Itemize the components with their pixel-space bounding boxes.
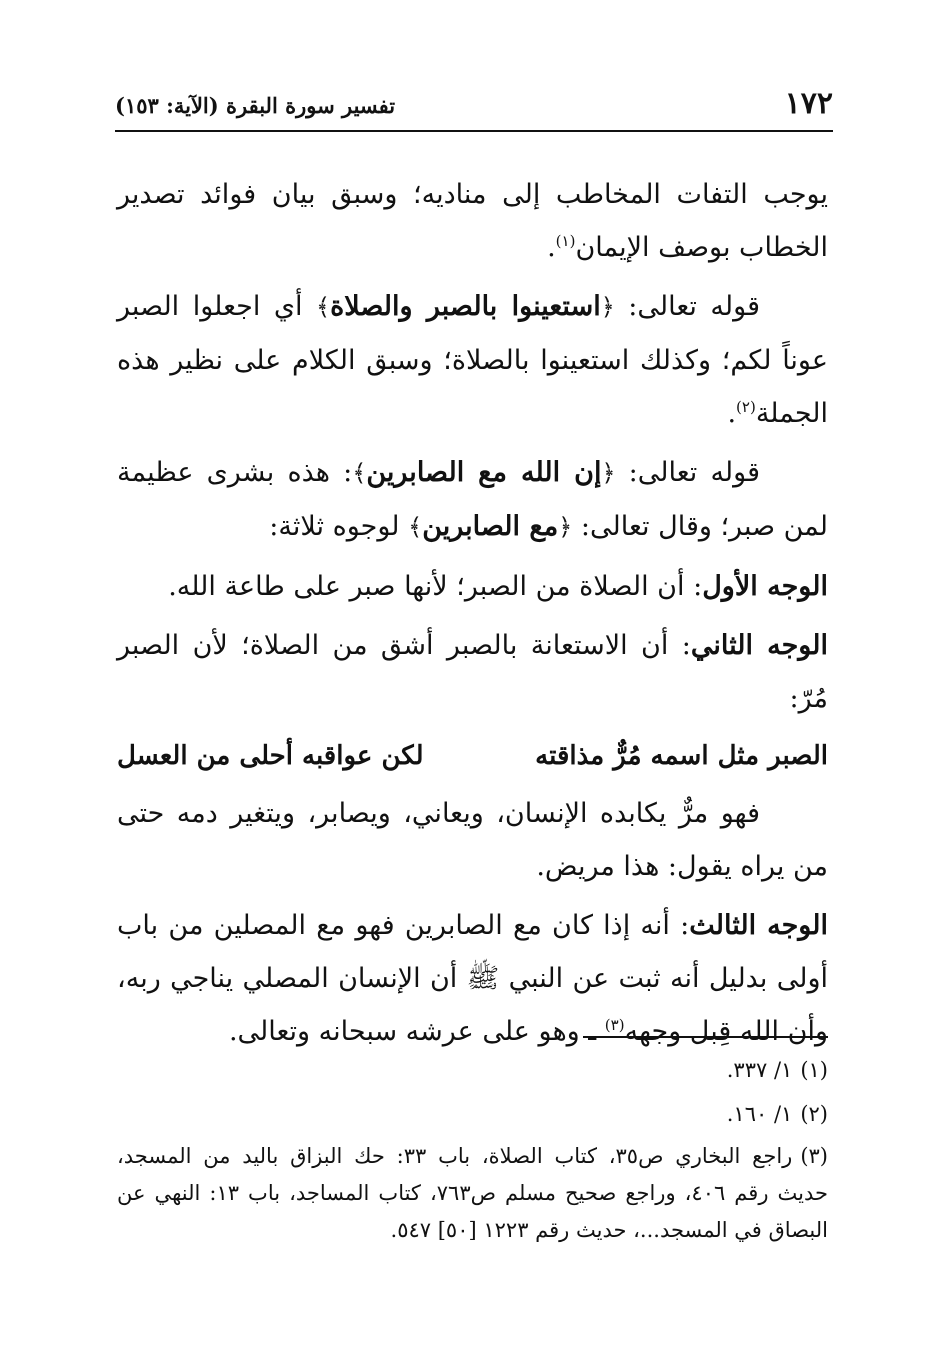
footnote-ref-2[interactable]: (٢): [736, 398, 756, 416]
footnote-number: (٢): [800, 1102, 828, 1126]
footnote-number: (٣): [800, 1144, 828, 1168]
paragraph-2: [117, 280, 828, 440]
footnote-number: (١): [800, 1058, 828, 1082]
aspect-term: الوجه الثالث: [689, 910, 828, 941]
paragraph-7: [117, 899, 828, 1058]
paragraph-text: : أن الصلاة من الصبر؛ لأنها صبر على طاعة الله.: [168, 571, 703, 602]
paragraph-end: ـ وهو على عرشه سبحانه وتعالى.: [228, 1016, 605, 1047]
paragraph-text: يوجب التفات المخاطب إلى مناديه؛ وسبق بيان فوائد تصدير الخطاب بوصف الإيمان: [117, 179, 828, 263]
quran-open-bracket: ﴿: [600, 293, 615, 321]
quran-quote: مع الصابرين: [422, 511, 559, 542]
quran-open-bracket: ﴿: [558, 513, 573, 541]
footnote-text: ١/ ٣٣٧.: [726, 1058, 793, 1082]
paragraph-6: [117, 787, 828, 893]
paragraph-lead: قوله تعالى:: [615, 457, 760, 488]
paragraph-end: .: [727, 398, 737, 429]
footnote-3: [117, 1138, 828, 1249]
footnote-1: [117, 1050, 828, 1090]
footnotes: [117, 1050, 828, 1253]
footnote-ref-1[interactable]: (١): [555, 232, 576, 250]
verse-first-half: الصبر مثل اسمه مُرٌّ مذاقته: [535, 741, 828, 771]
running-header: [115, 86, 833, 126]
quran-close-bracket: ﴾: [316, 293, 331, 321]
paragraph-1: [117, 168, 828, 274]
page-body: [117, 168, 828, 1064]
footnote-ref-3[interactable]: (٣): [604, 1016, 625, 1034]
footnote-rule: [583, 1036, 828, 1038]
page-number: ١٧٢: [784, 86, 833, 121]
paragraph-text: لوجوه ثلاثة:: [269, 511, 409, 542]
paragraph-text: فهو مرٌّ يكابده الإنسان، ويعاني، ويصابر، ويتغير دمه حتى من يراه يقول: هذا مريض.: [117, 798, 828, 882]
running-title: تفسير سورة البقرة (الآية: ١٥٣): [115, 93, 396, 118]
footnote-text: راجع البخاري ص٣٥، كتاب الصلاة، باب ٣٣: حك البزاق باليد من المسجد، حديث رقم ٤٠٦، وراجع صحيح مسلم ص٧٦٣، كتاب المساجد، باب ١٣: النهي عن البصاق في المسجد...، حديث رقم ١٢٢٣ [٥٠] ٥٤٧.: [117, 1144, 828, 1242]
aspect-term: الوجه الأول: [702, 571, 828, 602]
paragraph-text: : أن الاستعانة بالصبر أشق من الصلاة؛ لأن الصبر مُرّ:: [117, 630, 828, 714]
paragraph-end: .: [547, 232, 556, 263]
quran-quote: استعينوا بالصبر والصلاة: [330, 291, 601, 322]
paragraph-3: [117, 446, 828, 554]
quran-close-bracket: ﴾: [352, 459, 367, 487]
quran-close-bracket: ﴾: [408, 513, 423, 541]
footnote-2: [117, 1094, 828, 1134]
quran-open-bracket: ﴿: [601, 459, 616, 487]
paragraph-4: [117, 560, 828, 613]
header-rule: [115, 130, 833, 132]
paragraph-text: أي اجعلوا الصبر عوناً لكم؛ وكذلك استعينوا بالصلاة؛ وسبق الكلام على نظير هذه الجملة: [117, 291, 828, 429]
aspect-term: الوجه الثاني: [690, 630, 828, 661]
verse-second-half: لكن عواقبه أحلى من العسل: [117, 741, 424, 771]
quran-quote: إن الله مع الصابرين: [366, 457, 602, 488]
paragraph-lead: قوله تعالى:: [614, 291, 760, 322]
poetry-verse: [117, 731, 828, 781]
footnote-text: ١/ ١٦٠.: [726, 1102, 793, 1126]
paragraph-text: : هذه بشرى عظيمة لمن صبر؛ وقال تعالى:: [117, 457, 828, 542]
paragraph-5: [117, 619, 828, 725]
paragraph-text: : أنه إذا كان مع الصابرين فهو مع المصلين من باب أولى بدليل أنه ثبت عن النبي ﷺ أن الإنسان المصلي يناجي ربه، وأن الله قِبل وجهه: [117, 910, 828, 1047]
